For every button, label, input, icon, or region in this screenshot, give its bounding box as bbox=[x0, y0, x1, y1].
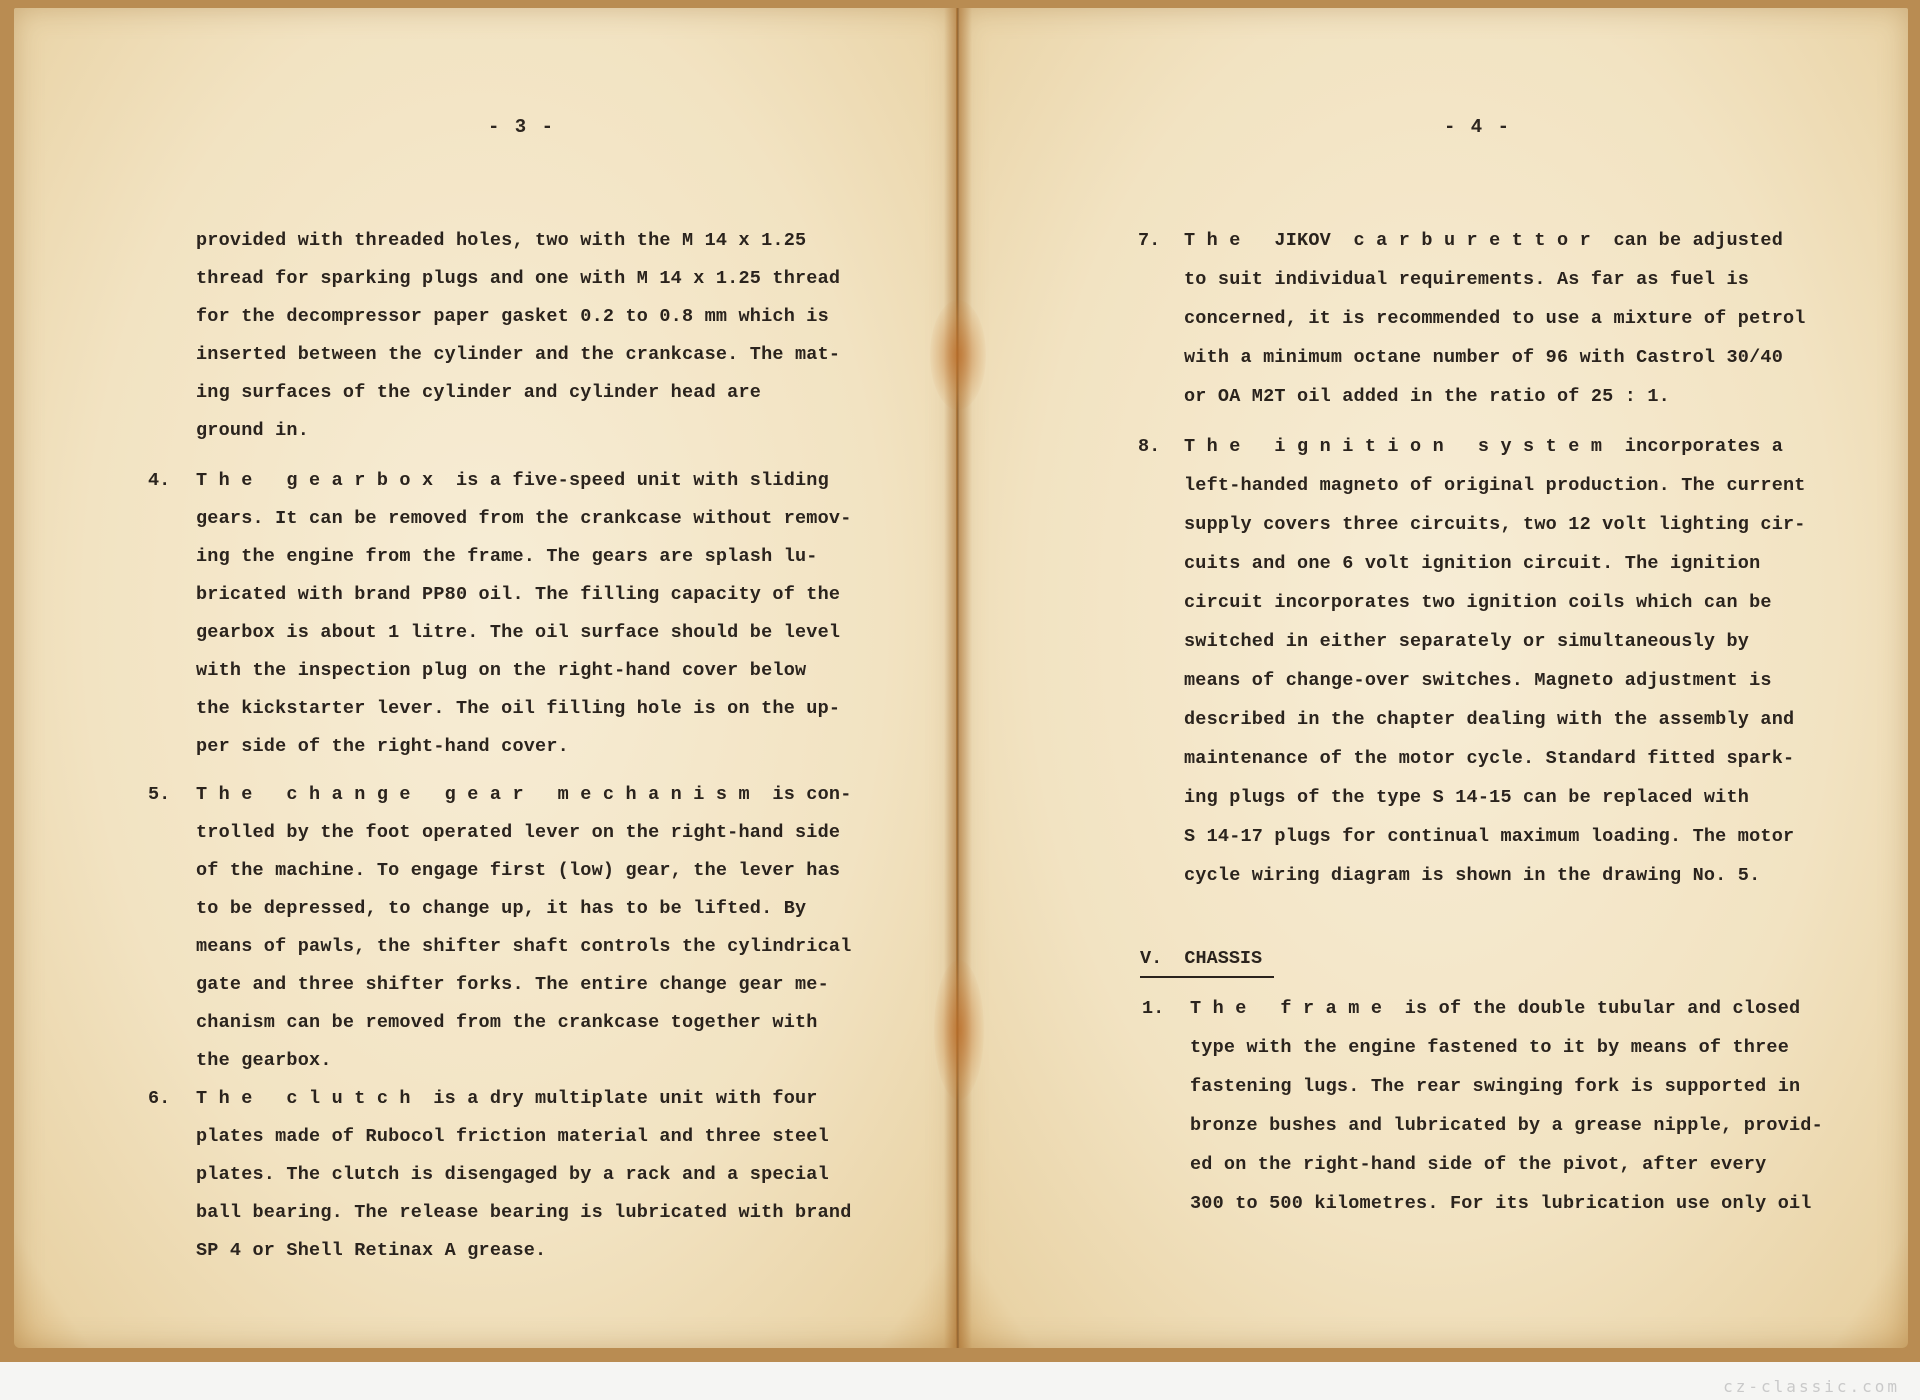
text-line: cuits and one 6 volt ignition circuit. The ignition bbox=[1184, 553, 1761, 574]
text-line: ball bearing. The release bearing is lubricated with brand bbox=[196, 1202, 852, 1223]
text-line: 300 to 500 kilometres. For its lubrication use only oil bbox=[1190, 1193, 1812, 1214]
text-line: T h e c h a n g e g e a r m e c h a n i s m is con- bbox=[196, 784, 852, 805]
text-line: means of pawls, the shifter shaft controls the cylindrical bbox=[196, 936, 852, 957]
text-line: ground in. bbox=[196, 420, 310, 441]
text-line: thread for sparking plugs and one with M 14 x 1.25 thread bbox=[196, 268, 841, 289]
text-line: plates made of Rubocol friction material and three steel bbox=[196, 1126, 829, 1147]
text-line: plates. The clutch is disengaged by a rack and a special bbox=[196, 1164, 829, 1185]
text-line: bronze bushes and lubricated by a grease nipple, provid- bbox=[1190, 1115, 1823, 1136]
text-line: SP 4 or Shell Retinax A grease. bbox=[196, 1240, 547, 1261]
text-line: described in the chapter dealing with the assembly and bbox=[1184, 709, 1795, 730]
text-line: with the inspection plug on the right-hand cover below bbox=[196, 660, 807, 681]
text-line: T h e JIKOV c a r b u r e t t o r can be adjusted bbox=[1184, 230, 1783, 251]
text-line: T h e f r a m e is of the double tubular and closed bbox=[1190, 998, 1801, 1019]
text-line: trolled by the foot operated lever on the right-hand side bbox=[196, 822, 841, 843]
text-line: provided with threaded holes, two with the M 14 x 1.25 bbox=[196, 230, 807, 251]
text-line: for the decompressor paper gasket 0.2 to 0.8 mm which is bbox=[196, 306, 829, 327]
text-line: fastening lugs. The rear swinging fork is supported in bbox=[1190, 1076, 1801, 1097]
text-line: cycle wiring diagram is shown in the drawing No. 5. bbox=[1184, 865, 1761, 886]
text-line: bricated with brand PP80 oil. The filling capacity of the bbox=[196, 584, 841, 605]
text-line: gears. It can be removed from the crankcase without remov- bbox=[196, 508, 852, 529]
text-line: concerned, it is recommended to use a mixture of petrol bbox=[1184, 308, 1806, 329]
item-number: 6. bbox=[148, 1088, 171, 1109]
text-line: the gearbox. bbox=[196, 1050, 332, 1071]
text-line: gate and three shifter forks. The entire change gear me- bbox=[196, 974, 829, 995]
text-line: ing plugs of the type S 14-15 can be replaced with bbox=[1184, 787, 1750, 808]
book-gutter bbox=[944, 8, 972, 1348]
item-number: 7. bbox=[1138, 230, 1161, 251]
text-line: ing surfaces of the cylinder and cylinder head are bbox=[196, 382, 762, 403]
item-number: 1. bbox=[1142, 998, 1165, 1019]
section-heading: V. CHASSIS bbox=[1140, 948, 1263, 969]
heading-underline bbox=[1140, 976, 1274, 978]
text-line: T h e i g n i t i o n s y s t e m incorporates a bbox=[1184, 436, 1783, 457]
text-line: supply covers three circuits, two 12 volt lighting cir- bbox=[1184, 514, 1806, 535]
item-number: 8. bbox=[1138, 436, 1161, 457]
text-line: ed on the right-hand side of the pivot, after every bbox=[1190, 1154, 1767, 1175]
text-line: with a minimum octane number of 96 with Castrol 30/40 bbox=[1184, 347, 1783, 368]
text-line: or OA M2T oil added in the ratio of 25 : 1. bbox=[1184, 386, 1670, 407]
page-number: - 3 - bbox=[488, 116, 556, 138]
text-line: gearbox is about 1 litre. The oil surface should be level bbox=[196, 622, 841, 643]
text-line: ing the engine from the frame. The gears are splash lu- bbox=[196, 546, 818, 567]
text-line: maintenance of the motor cycle. Standard fitted spark- bbox=[1184, 748, 1795, 769]
text-line: T h e g e a r b o x is a five-speed unit with sliding bbox=[196, 470, 829, 491]
text-line: left-handed magneto of original production. The current bbox=[1184, 475, 1806, 496]
page-number: - 4 - bbox=[1444, 116, 1512, 138]
rust-stain bbox=[934, 960, 984, 1100]
right-page bbox=[958, 8, 1908, 1348]
text-line: chanism can be removed from the crankcase together with bbox=[196, 1012, 818, 1033]
text-line: switched in either separately or simultaneously by bbox=[1184, 631, 1750, 652]
rust-stain bbox=[930, 300, 986, 410]
text-line: type with the engine fastened to it by means of three bbox=[1190, 1037, 1789, 1058]
left-page bbox=[14, 8, 956, 1348]
text-line: to be depressed, to change up, it has to be lifted. By bbox=[196, 898, 807, 919]
text-line: the kickstarter lever. The oil filling hole is on the up- bbox=[196, 698, 841, 719]
item-number: 5. bbox=[148, 784, 171, 805]
text-line: of the machine. To engage first (low) gear, the lever has bbox=[196, 860, 841, 881]
text-line: T h e c l u t c h is a dry multiplate unit with four bbox=[196, 1088, 818, 1109]
text-line: circuit incorporates two ignition coils which can be bbox=[1184, 592, 1772, 613]
text-line: means of change-over switches. Magneto adjustment is bbox=[1184, 670, 1772, 691]
watermark: cz-classic.com bbox=[1723, 1377, 1900, 1396]
item-number: 4. bbox=[148, 470, 171, 491]
text-line: inserted between the cylinder and the crankcase. The mat- bbox=[196, 344, 841, 365]
scan-margin bbox=[0, 1362, 1920, 1400]
text-line: S 14-17 plugs for continual maximum loading. The motor bbox=[1184, 826, 1795, 847]
text-line: to suit individual requirements. As far as fuel is bbox=[1184, 269, 1750, 290]
text-line: per side of the right-hand cover. bbox=[196, 736, 569, 757]
